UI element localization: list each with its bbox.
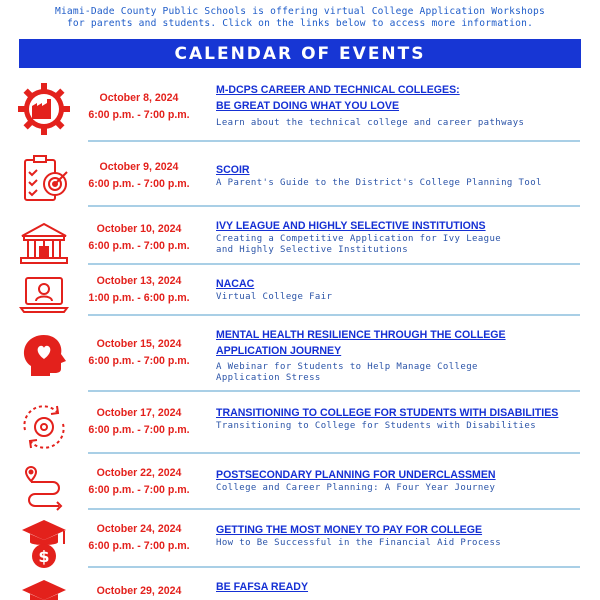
event-date: October 24, 2024 [96,523,182,535]
event-date: October 10, 2024 [96,223,182,235]
event-subtitle: A Webinar for Students to Help Manage College [216,362,478,372]
event-title-link[interactable]: M-DCPS CAREER AND TECHNICAL COLLEGES: [216,84,460,96]
intro-line-2: for parents and students. Click on the links below to access more information. [66,18,534,29]
route-path-icon [17,460,71,514]
separator [88,566,580,568]
event-date: October 22, 2024 [96,467,182,479]
event-date: October 29, 2024 [96,585,182,597]
svg-text:$: $ [38,547,50,566]
banner-title: CALENDAR OF EVENTS [174,43,426,64]
event-subtitle-line-2: Application Stress [216,373,321,383]
head-heart-icon [17,328,71,382]
event-title-link-line-2[interactable]: APPLICATION JOURNEY [216,345,342,357]
event-oct-10 [0,214,600,264]
separator [88,390,580,392]
event-title-link[interactable]: POSTSECONDARY PLANNING FOR UNDERCLASSMEN [216,469,496,481]
event-subtitle: How to Be Successful in the Financial Aid Process [216,538,502,548]
event-oct-29 [0,576,600,600]
event-oct-9 [0,152,600,202]
clipboard-target-icon [17,152,71,206]
event-time: 6:00 p.m. - 7:00 p.m. [88,424,190,436]
separator [88,452,580,454]
calendar-banner [19,39,581,68]
event-oct-13 [0,272,600,314]
event-subtitle: Transitioning to College for Students with Disabilities [216,421,537,431]
event-time: 6:00 p.m. - 7:00 p.m. [88,484,190,496]
event-subtitle-line-2: and Highly Selective Institutions [216,245,409,255]
factory-gear-icon [17,82,71,136]
event-subtitle: Creating a Competitive Application for Ivy League [216,234,502,244]
event-subtitle: Virtual College Fair [216,292,333,302]
event-title-link[interactable]: MENTAL HEALTH RESILIENCE THROUGH THE COLLEGE [216,329,506,341]
event-date: October 8, 2024 [99,92,179,104]
event-title-link[interactable]: TRANSITIONING TO COLLEGE FOR STUDENTS WITH DISABILITIES [216,407,559,419]
event-title-link[interactable]: GETTING THE MOST MONEY TO PAY FOR COLLEGE [216,524,483,536]
event-title-link-line-2[interactable]: BE GREAT DOING WHAT YOU LOVE [216,100,400,112]
intro-text [0,6,600,30]
graduation-money-icon [17,516,71,570]
university-building-icon [17,216,71,270]
separator [88,140,580,142]
separator [88,508,580,510]
separator [88,263,580,265]
event-time: 1:00 p.m. - 6:00 p.m. [88,292,190,304]
event-oct-24 [0,516,600,566]
event-subtitle: A Parent's Guide to the District's College Planning Tool [216,178,542,188]
event-title-link[interactable]: NACAC [216,278,255,290]
separator [88,205,580,207]
event-oct-22 [0,462,600,512]
event-subtitle: College and Career Planning: A Four Year Journey [216,483,496,493]
event-title-link[interactable]: SCOIR [216,164,250,176]
event-title-link[interactable]: BE FAFSA READY [216,581,309,593]
event-time: 6:00 p.m. - 7:00 p.m. [88,109,190,121]
event-oct-8 [0,78,600,140]
event-time: 6:00 p.m. - 7:00 p.m. [88,178,190,190]
event-date: October 9, 2024 [99,161,179,173]
event-title-link[interactable]: IVY LEAGUE AND HIGHLY SELECTIVE INSTITUTIONS [216,220,486,232]
event-time: 6:00 p.m. - 7:00 p.m. [88,355,190,367]
graduation-cap-icon [17,576,71,600]
event-oct-17 [0,400,600,450]
event-date: October 15, 2024 [96,338,182,350]
event-date: October 13, 2024 [96,275,182,287]
intro-line-1: Miami-Dade County Public Schools is offering virtual College Application Workshops [54,6,546,17]
event-time: 6:00 p.m. - 7:00 p.m. [88,540,190,552]
event-oct-15 [0,326,600,388]
separator [88,314,580,316]
laptop-user-icon [17,266,71,320]
event-time: 6:00 p.m. - 7:00 p.m. [88,240,190,252]
event-subtitle: Learn about the technical college and career pathways [216,118,525,128]
event-date: October 17, 2024 [96,407,182,419]
accessibility-cycle-icon [17,400,71,454]
